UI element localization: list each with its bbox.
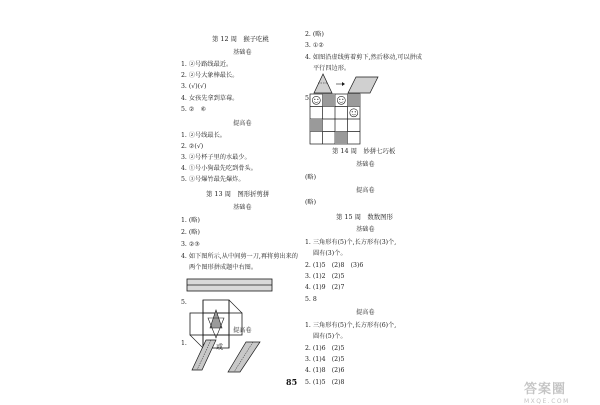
week14-title: 第 14 周 妙拼七巧板 [332,147,396,155]
week14-adv-heading: 提高卷 [356,187,375,194]
smiley-grid-figure [309,93,361,145]
week12-title: 第 12 周 猴子吃桃 [212,35,269,43]
week12-adv-line: 5. ③号爆竹最先爆炸。 [181,176,245,183]
week12-basic-line: 3. (√)(√) [181,83,207,90]
week15-adv-line: 3. (1)4 (2)5 [305,356,345,363]
week12-adv-line: 1. ②号线最长。 [181,132,226,139]
week15-adv-line: 2. (1)6 (2)5 [305,345,345,352]
week15-basic-line: 圆有(3)个。 [313,250,347,257]
week12-adv-line: 4. ①号小狗最先吃到骨头。 [181,165,257,172]
week15-basic-line: 4. (1)9 (2)7 [305,284,345,291]
week14-adv-answer: (略) [305,199,317,206]
week12-adv-line: 2. ②(√) [181,143,204,150]
watermark-logo [524,378,570,405]
week15-adv-line: 5. (1)5 (2)8 [305,379,345,386]
week13-basic-line: 2. (略) [181,229,200,236]
week15-basic-line: 5. 8 [305,296,317,303]
week13-title: 第 13 周 图形折剪拼 [206,190,270,198]
week13-adv-item1-label: 1. [181,340,187,347]
week12-basic-heading: 基础卷 [233,49,252,56]
week13-basic-line: 4. 如下图所示,从中间剪一刀,再将剪出来的 [181,253,298,260]
right-top-line: 2. (略) [305,31,324,38]
triangle-to-parallelogram-figure [312,73,384,95]
week15-basic-line: 2. (1)5 (2)8 (3)6 [305,262,364,269]
week13-item5-label: 5. [181,299,187,306]
right-item5-label: 5. [305,95,311,102]
right-top-line: 平行四边形。 [313,65,351,72]
week12-basic-line: 2. ②号大象棒最长。 [181,72,239,79]
week12-basic-line: 5. ② ⑥ [181,106,207,113]
week13-adv-heading: 提高卷 [233,327,252,334]
watermark-logo-text: 答案圈 [524,382,567,397]
week12-adv-line: 3. ②号杯子里的水最少。 [181,154,251,161]
week15-adv-line: 4. (1)8 (2)6 [305,367,345,374]
week15-basic-heading: 基础卷 [356,226,375,233]
week13-basic-line: 1. (略) [181,217,200,224]
week13-basic-line: 3. ②③ [181,241,200,248]
watermark-url: MXQE.COM [524,398,570,405]
page-number: 85 [286,377,298,387]
or-label: 或 [216,343,223,351]
week13-basic-line: 两个图形拼成题中右图。 [189,264,258,271]
week15-title: 第 15 周 数数图形 [336,213,393,221]
week14-basic-answer: (略) [305,174,317,181]
week15-adv-line: 圆有(5)个。 [313,333,347,340]
week12-basic-line: 4. 女孩先拿到草莓。 [181,95,239,102]
week14-basic-heading: 基础卷 [356,161,375,168]
week12-basic-line: 1. ②号路线最近。 [181,61,233,68]
week12-adv-heading: 提高卷 [233,120,252,127]
week15-adv-heading: 提高卷 [356,309,375,316]
week15-basic-line: 1. 三角形有(5)个,长方形有(3)个, [305,239,397,246]
week15-basic-line: 3. (1)2 (2)5 [305,273,345,280]
cut-strip-figure [186,276,274,296]
right-top-line: 3. ①② [305,42,324,49]
right-top-line: 4. 如图沿虚线剪着剪下,然后移动,可以拼成 [305,54,422,61]
week15-adv-line: 1. 三角形有(5)个,长方形有(6)个, [305,322,397,329]
parallelogram-strip-right [226,340,266,374]
week13-basic-heading: 基础卷 [233,204,252,211]
